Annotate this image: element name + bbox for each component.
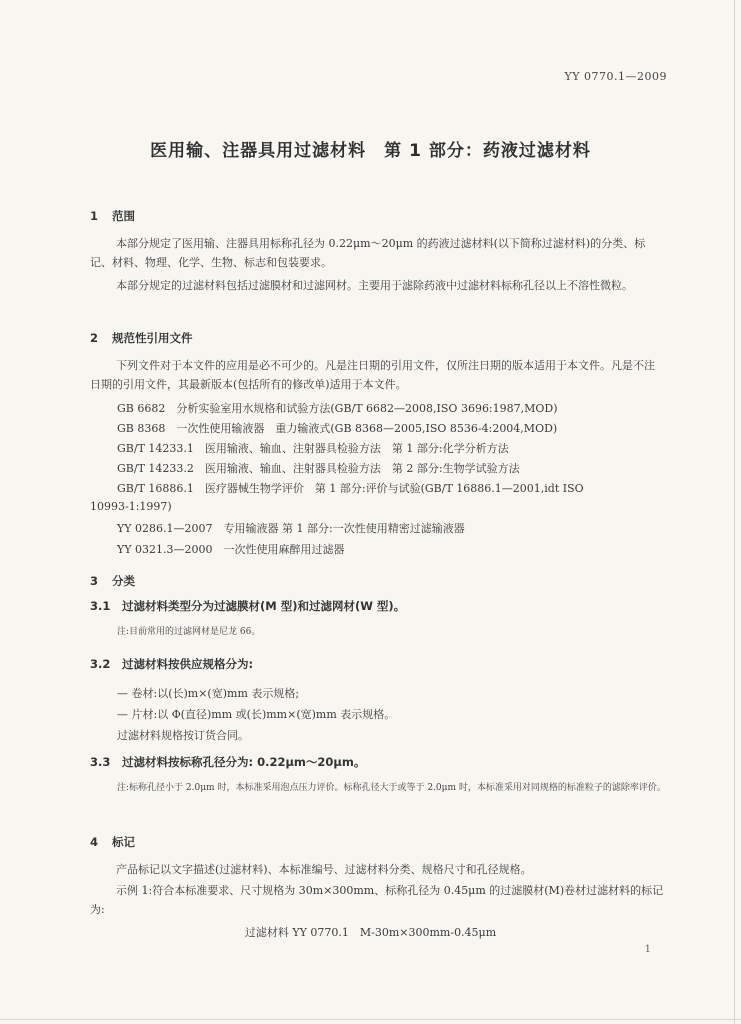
- subsection-number: 3.3: [90, 755, 111, 769]
- note-3-3: 注:标称孔径小于 2.0μm 时，本标准采用泡点压力评价。标称孔径大于或等于 2.0μm 时，本标准采用对同规格的标准粒子的滤除率评价。: [117, 783, 666, 793]
- subsection-text: 过滤材料按标称孔径分为: 0.22μm～20μm。: [122, 755, 366, 769]
- subsection-3-2: [90, 656, 253, 672]
- section-title: 标记: [112, 835, 135, 849]
- section-title: 范围: [112, 209, 135, 223]
- section-1-paragraph-2: 本部分规定的过滤材料包括过滤膜材和过滤网材。主要用于滤除药液中过滤材料标称孔径以上不溶性微粒。: [116, 279, 633, 292]
- section-2-heading: [90, 330, 193, 346]
- list-item: — 片材:以 Φ(直径)mm 或(长)mm×(宽)mm 表示规格。: [117, 708, 396, 721]
- subsection-text: 过滤材料类型分为过滤膜材(M 型)和过滤网材(W 型)。: [122, 599, 406, 613]
- subsection-number: 3.1: [90, 599, 111, 613]
- section-number: 4: [90, 835, 99, 849]
- section-4-heading: [90, 834, 135, 850]
- section-title: 规范性引用文件: [112, 331, 193, 345]
- section-2-paragraph: 下列文件对于本文件的应用是必不可少的。凡是注日期的引用文件，仅所注日期的版本适用于本文件。凡是不注日期的引用文件，其最新版本(包括所有的修改单)适用于本文件。: [90, 359, 655, 391]
- section-4-example: 示例 1:符合本标准要求、尺寸规格为 30m×300mm、标称孔径为 0.45μm 的过滤膜材(M)卷材过滤材料的标记为:: [90, 884, 664, 916]
- section-1-paragraph-1: 本部分规定了医用输、注器具用标称孔径为 0.22μm～20μm 的药液过滤材料(以下简称过滤材料)的分类、标记、材料、物理、化学、生物、标志和包装要求。: [90, 237, 646, 269]
- reference-item: GB/T 14233.2 医用输液、输血、注射器具检验方法 第 2 部分:生物学试验方法: [117, 462, 520, 475]
- reference-item-continuation: 10993-1:1997): [90, 500, 172, 513]
- section-number: 2: [90, 331, 99, 345]
- list-item: — 卷材:以(长)m×(宽)mm 表示规格;: [117, 687, 300, 700]
- reference-item: GB 8368 一次性使用输液器 重力输液式(GB 8368—2005,ISO 8536-4:2004,MOD): [117, 422, 558, 435]
- page-edge-bottom: [0, 1019, 741, 1020]
- list-item: 过滤材料规格按订货合同。: [117, 729, 249, 742]
- section-number: 3: [90, 574, 99, 588]
- note-3-1: 注:目前常用的过滤网材是尼龙 66。: [117, 627, 261, 637]
- subsection-number: 3.2: [90, 657, 111, 671]
- section-number: 1: [90, 209, 99, 223]
- subsection-3-3: [90, 754, 365, 770]
- document-title: 医用输、注器具用过滤材料 第 1 部分：药液过滤材料: [150, 141, 591, 161]
- marking-example: 过滤材料 YY 0770.1 M-30m×300mm-0.45μm: [244, 926, 497, 939]
- reference-item: YY 0286.1—2007 专用输液器 第 1 部分:一次性使用精密过滤输液器: [117, 522, 465, 535]
- reference-item: GB/T 16886.1 医疗器械生物学评价 第 1 部分:评价与试验(GB/T 16886.1—2001,idt ISO: [117, 482, 584, 495]
- page-number: 1: [644, 944, 651, 955]
- reference-item: YY 0321.3—2000 一次性使用麻醉用过滤器: [117, 543, 345, 556]
- reference-item: GB 6682 分析实验室用水规格和试验方法(GB/T 6682—2008,ISO 3696:1987,MOD): [117, 402, 558, 415]
- section-1-heading: [90, 208, 135, 224]
- section-4-paragraph-1: 产品标记以文字描述(过滤材料)、本标准编号、过滤材料分类、规格尺寸和孔径规格。: [116, 863, 532, 876]
- section-title: 分类: [112, 574, 135, 588]
- standard-number-header: YY 0770.1—2009: [564, 70, 667, 83]
- section-3-heading: [90, 573, 135, 589]
- subsection-3-1: [90, 598, 405, 614]
- subsection-text: 过滤材料按供应规格分为:: [122, 657, 254, 671]
- reference-item: GB/T 14233.1 医用输液、输血、注射器具检验方法 第 1 部分:化学分析方法: [117, 442, 509, 455]
